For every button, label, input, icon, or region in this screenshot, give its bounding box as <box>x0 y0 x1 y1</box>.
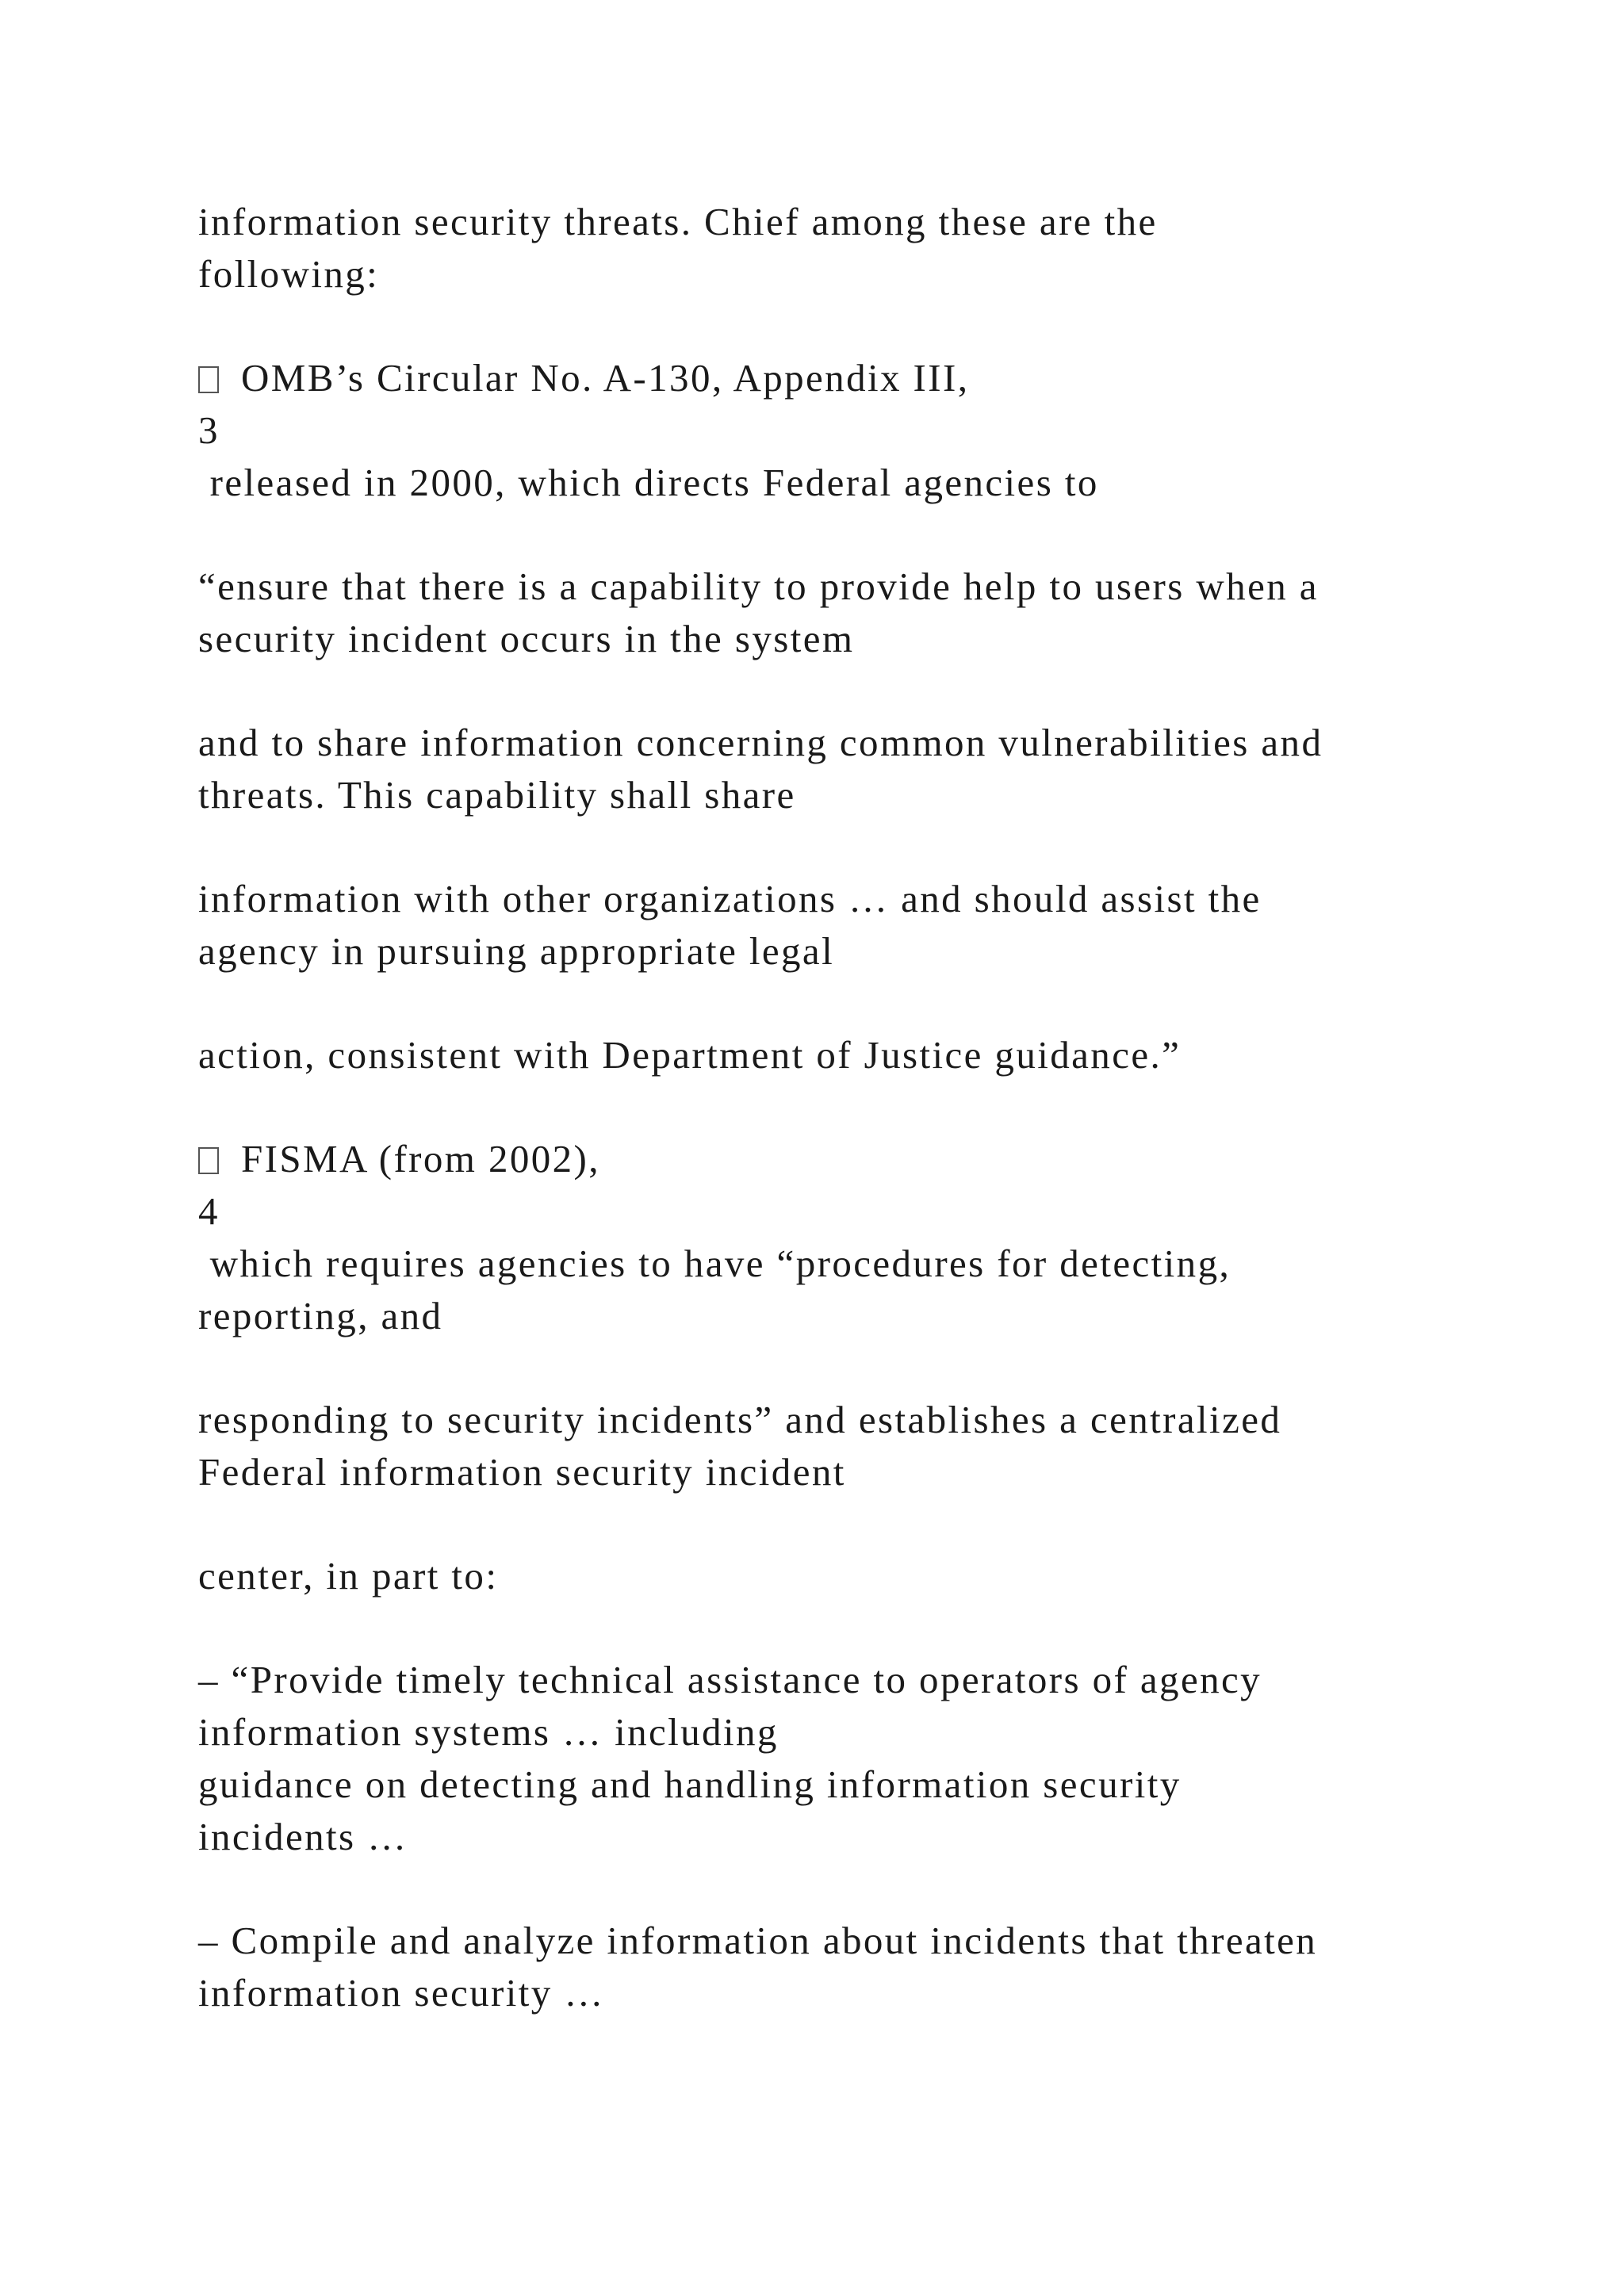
footnote-ref: 4 <box>198 1189 220 1233</box>
bullet-line <box>198 354 969 402</box>
text-line: which requires agencies to have “procedures for detecting, <box>198 1242 1231 1285</box>
text-line: center, in part to: <box>198 1554 499 1598</box>
text-line: – “Provide timely technical assistance to operators of agency <box>198 1658 1262 1701</box>
text-line: information systems … including <box>198 1710 779 1754</box>
bullet-box-icon <box>198 1147 219 1174</box>
text-line: information security threats. Chief among these are the <box>198 200 1158 243</box>
text-line: OMB’s Circular No. A-130, Appendix III, <box>241 356 970 400</box>
text-line: FISMA (from 2002), <box>241 1137 600 1181</box>
text-line: security incident occurs in the system <box>198 617 855 660</box>
text-line: threats. This capability shall share <box>198 773 796 817</box>
text-line: action, consistent with Department of Justice guidance.” <box>198 1033 1182 1077</box>
text-line: – Compile and analyze information about incidents that threaten <box>198 1919 1318 1962</box>
text-line: incidents … <box>198 1815 408 1858</box>
text-line: information with other organizations … and should assist the <box>198 877 1262 920</box>
text-line: Federal information security incident <box>198 1450 846 1494</box>
text-line: reporting, and <box>198 1294 443 1337</box>
text-line: responding to security incidents” and establishes a centralized <box>198 1398 1282 1441</box>
text-line: guidance on detecting and handling information security <box>198 1762 1182 1806</box>
text-line: information security … <box>198 1971 605 2015</box>
bullet-line <box>198 1135 600 1183</box>
bullet-box-icon <box>198 366 219 393</box>
text-line: released in 2000, which directs Federal agencies to <box>198 461 1099 504</box>
text-line: following: <box>198 252 380 296</box>
text-line: agency in pursuing appropriate legal <box>198 929 835 973</box>
text-line: and to share information concerning common vulnerabilities and <box>198 721 1323 764</box>
text-line: “ensure that there is a capability to provide help to users when a <box>198 564 1319 608</box>
footnote-ref: 3 <box>198 408 220 452</box>
